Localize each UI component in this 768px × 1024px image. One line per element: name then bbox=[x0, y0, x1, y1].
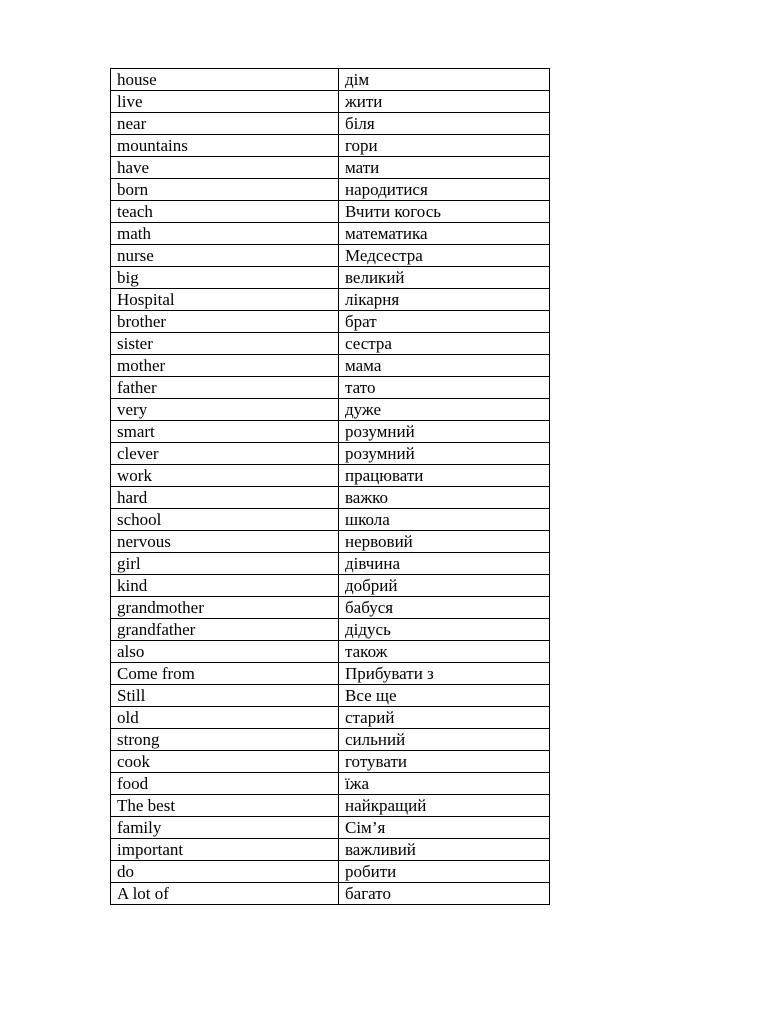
ukrainian-translation-cell: брат bbox=[339, 311, 550, 333]
table-row bbox=[111, 597, 550, 619]
english-word-cell: The best bbox=[111, 795, 339, 817]
ukrainian-translation-cell: багато bbox=[339, 883, 550, 905]
ukrainian-translation-cell: мама bbox=[339, 355, 550, 377]
english-word-cell: smart bbox=[111, 421, 339, 443]
ukrainian-translation-cell: розумний bbox=[339, 443, 550, 465]
ukrainian-translation-cell: Прибувати з bbox=[339, 663, 550, 685]
ukrainian-translation-cell: лікарня bbox=[339, 289, 550, 311]
english-word-cell: near bbox=[111, 113, 339, 135]
ukrainian-translation-cell: дуже bbox=[339, 399, 550, 421]
ukrainian-translation-cell: їжа bbox=[339, 773, 550, 795]
table-row bbox=[111, 575, 550, 597]
english-word-cell: do bbox=[111, 861, 339, 883]
table-row bbox=[111, 223, 550, 245]
english-word-cell: cook bbox=[111, 751, 339, 773]
ukrainian-translation-cell: Все ще bbox=[339, 685, 550, 707]
english-word-cell: house bbox=[111, 69, 339, 91]
table-row bbox=[111, 773, 550, 795]
english-word-cell: clever bbox=[111, 443, 339, 465]
vocabulary-table bbox=[110, 68, 550, 905]
table-row bbox=[111, 421, 550, 443]
ukrainian-translation-cell: Медсестра bbox=[339, 245, 550, 267]
english-word-cell: grandmother bbox=[111, 597, 339, 619]
table-row bbox=[111, 707, 550, 729]
ukrainian-translation-cell: нервовий bbox=[339, 531, 550, 553]
ukrainian-translation-cell: Вчити когось bbox=[339, 201, 550, 223]
ukrainian-translation-cell: великий bbox=[339, 267, 550, 289]
english-word-cell: nervous bbox=[111, 531, 339, 553]
english-word-cell: Hospital bbox=[111, 289, 339, 311]
english-word-cell: math bbox=[111, 223, 339, 245]
english-word-cell: big bbox=[111, 267, 339, 289]
table-row bbox=[111, 751, 550, 773]
ukrainian-translation-cell: сестра bbox=[339, 333, 550, 355]
ukrainian-translation-cell: Сім’я bbox=[339, 817, 550, 839]
english-word-cell: work bbox=[111, 465, 339, 487]
english-word-cell: hard bbox=[111, 487, 339, 509]
table-row bbox=[111, 399, 550, 421]
ukrainian-translation-cell: дідусь bbox=[339, 619, 550, 641]
english-word-cell: father bbox=[111, 377, 339, 399]
ukrainian-translation-cell: бабуся bbox=[339, 597, 550, 619]
table-row bbox=[111, 861, 550, 883]
table-row bbox=[111, 619, 550, 641]
english-word-cell: A lot of bbox=[111, 883, 339, 905]
english-word-cell: food bbox=[111, 773, 339, 795]
table-row bbox=[111, 509, 550, 531]
table-row bbox=[111, 663, 550, 685]
english-word-cell: very bbox=[111, 399, 339, 421]
ukrainian-translation-cell: старий bbox=[339, 707, 550, 729]
ukrainian-translation-cell: найкращий bbox=[339, 795, 550, 817]
english-word-cell: Come from bbox=[111, 663, 339, 685]
table-row bbox=[111, 113, 550, 135]
english-word-cell: school bbox=[111, 509, 339, 531]
table-row bbox=[111, 267, 550, 289]
english-word-cell: strong bbox=[111, 729, 339, 751]
english-word-cell: live bbox=[111, 91, 339, 113]
english-word-cell: brother bbox=[111, 311, 339, 333]
english-word-cell: nurse bbox=[111, 245, 339, 267]
english-word-cell: have bbox=[111, 157, 339, 179]
ukrainian-translation-cell: важко bbox=[339, 487, 550, 509]
table-row bbox=[111, 157, 550, 179]
ukrainian-translation-cell: гори bbox=[339, 135, 550, 157]
table-row bbox=[111, 311, 550, 333]
table-row bbox=[111, 333, 550, 355]
table-row bbox=[111, 817, 550, 839]
ukrainian-translation-cell: математика bbox=[339, 223, 550, 245]
ukrainian-translation-cell: дім bbox=[339, 69, 550, 91]
table-row bbox=[111, 201, 550, 223]
table-row bbox=[111, 91, 550, 113]
ukrainian-translation-cell: жити bbox=[339, 91, 550, 113]
english-word-cell: old bbox=[111, 707, 339, 729]
english-word-cell: mother bbox=[111, 355, 339, 377]
table-row bbox=[111, 795, 550, 817]
ukrainian-translation-cell: важливий bbox=[339, 839, 550, 861]
english-word-cell: mountains bbox=[111, 135, 339, 157]
ukrainian-translation-cell: тато bbox=[339, 377, 550, 399]
table-row bbox=[111, 245, 550, 267]
table-row bbox=[111, 135, 550, 157]
ukrainian-translation-cell: школа bbox=[339, 509, 550, 531]
english-word-cell: girl bbox=[111, 553, 339, 575]
english-word-cell: important bbox=[111, 839, 339, 861]
ukrainian-translation-cell: також bbox=[339, 641, 550, 663]
ukrainian-translation-cell: робити bbox=[339, 861, 550, 883]
ukrainian-translation-cell: сильний bbox=[339, 729, 550, 751]
table-row bbox=[111, 553, 550, 575]
ukrainian-translation-cell: мати bbox=[339, 157, 550, 179]
table-row bbox=[111, 377, 550, 399]
table-row bbox=[111, 355, 550, 377]
ukrainian-translation-cell: біля bbox=[339, 113, 550, 135]
ukrainian-translation-cell: готувати bbox=[339, 751, 550, 773]
table-row bbox=[111, 69, 550, 91]
ukrainian-translation-cell: працювати bbox=[339, 465, 550, 487]
english-word-cell: family bbox=[111, 817, 339, 839]
table-row bbox=[111, 641, 550, 663]
english-word-cell: sister bbox=[111, 333, 339, 355]
table-row bbox=[111, 465, 550, 487]
english-word-cell: grandfather bbox=[111, 619, 339, 641]
ukrainian-translation-cell: розумний bbox=[339, 421, 550, 443]
table-row bbox=[111, 729, 550, 751]
table-row bbox=[111, 839, 550, 861]
table-row bbox=[111, 443, 550, 465]
table-row bbox=[111, 883, 550, 905]
table-row bbox=[111, 179, 550, 201]
english-word-cell: also bbox=[111, 641, 339, 663]
english-word-cell: kind bbox=[111, 575, 339, 597]
ukrainian-translation-cell: народитися bbox=[339, 179, 550, 201]
table-row bbox=[111, 487, 550, 509]
table-row bbox=[111, 531, 550, 553]
english-word-cell: teach bbox=[111, 201, 339, 223]
vocabulary-table-body bbox=[111, 69, 550, 905]
table-row bbox=[111, 289, 550, 311]
ukrainian-translation-cell: добрий bbox=[339, 575, 550, 597]
english-word-cell: born bbox=[111, 179, 339, 201]
english-word-cell: Still bbox=[111, 685, 339, 707]
ukrainian-translation-cell: дівчина bbox=[339, 553, 550, 575]
table-row bbox=[111, 685, 550, 707]
